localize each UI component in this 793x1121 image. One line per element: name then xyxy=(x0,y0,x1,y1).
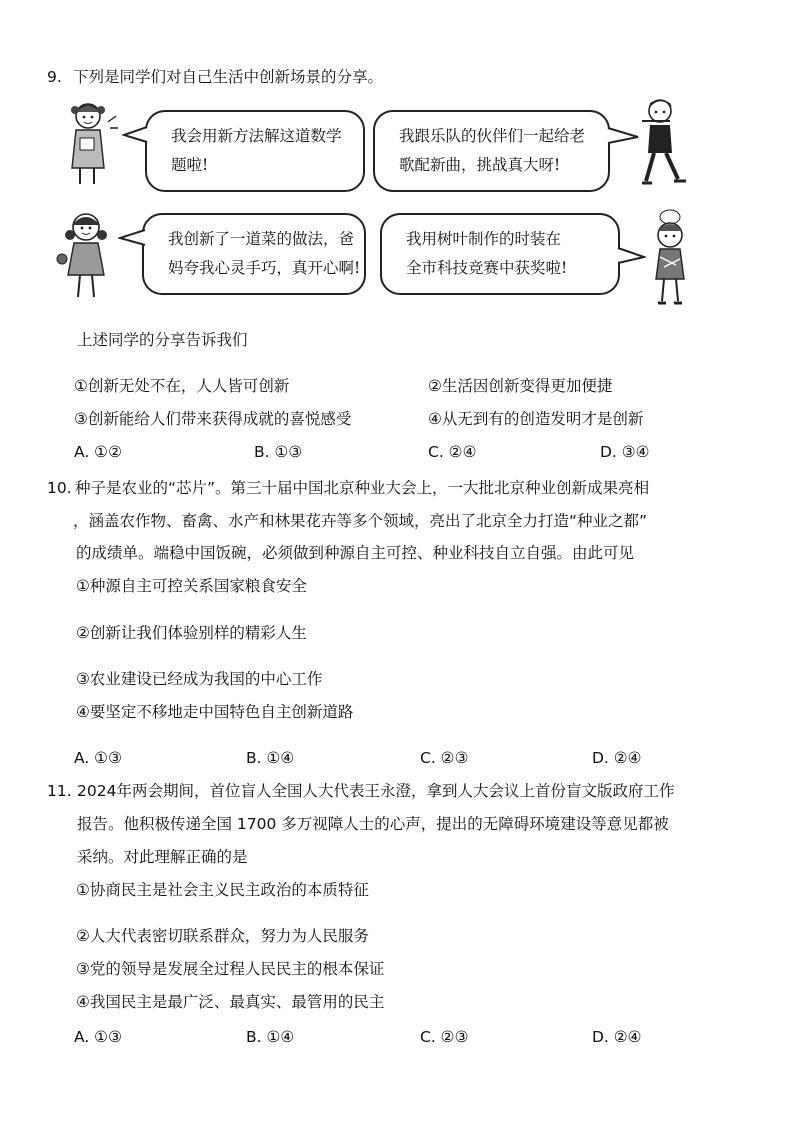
q11-statement-2: ②人大代表密切联系群众，努力为人民服务 xyxy=(76,927,369,945)
boy-playing-flute-illustration xyxy=(632,95,696,190)
q10-statement-4: ④要坚定不移地走中国特色自主创新道路 xyxy=(76,703,354,721)
bubble-3-tail xyxy=(118,228,146,248)
q11-option-a[interactable]: A. ①③ xyxy=(74,1028,122,1046)
bubble-4-line2: 全市科技竞赛中获奖啦! xyxy=(406,259,568,277)
bubble-2-line1: 我跟乐队的伙伴们一起给老 xyxy=(399,127,586,145)
q11-statement-3: ③党的领导是发展全过程人民民主的根本保证 xyxy=(76,960,385,978)
q11-stem-line2: 报告。他积极传递全国 1700 多万视障人士的心声，提出的无障碍环境建设等意见都被 xyxy=(77,815,669,833)
q9-lead: 上述同学的分享告诉我们 xyxy=(77,331,248,349)
q11-stem-line1: 2024年两会期间，首位盲人全国人大代表王永澄，拿到人大会议上首份盲文版政府工作 xyxy=(77,782,675,800)
q9-stem: 下列是同学们对自己生活中创新场景的分享。 xyxy=(73,68,384,86)
q10-statement-2: ②创新让我们体验别样的精彩人生 xyxy=(76,624,307,642)
q11-statement-1: ①协商民主是社会主义民主政治的本质特征 xyxy=(76,881,369,899)
q11-option-c[interactable]: C. ②③ xyxy=(420,1028,469,1046)
bubble-1-line1: 我会用新方法解这道数学 xyxy=(171,127,342,145)
q11-option-b[interactable]: B. ①④ xyxy=(246,1028,295,1046)
q11-statement-4: ④我国民主是最广泛、最真实、最管用的民主 xyxy=(76,993,385,1011)
bubble-3-line1: 我创新了一道菜的做法，爸 xyxy=(168,230,355,248)
bubble-1-line2: 题啦! xyxy=(171,156,209,174)
girl-in-leaf-dress-illustration xyxy=(640,205,698,309)
bubble-4-line1: 我用树叶制作的时装在 xyxy=(406,230,562,248)
q9-number: 9. xyxy=(47,68,62,86)
q11-option-d[interactable]: D. ②④ xyxy=(592,1028,642,1046)
speech-bubble-2 xyxy=(373,110,610,192)
speech-bubble-3 xyxy=(142,213,366,295)
q10-stem-line2: ，涵盖农作物、畜禽、水产和林果花卉等多个领域，亮出了北京全力打造“种业之都” xyxy=(73,512,648,530)
q10-option-c[interactable]: C. ②③ xyxy=(420,749,469,767)
q10-stem-line3: 的成绩单。端稳中国饭碗，必须做到种源自主可控、种业科技自立自强。由此可见 xyxy=(76,544,635,562)
q9-option-c[interactable]: C. ②④ xyxy=(428,443,477,461)
bubble-2-line2: 歌配新曲，挑战真大呀! xyxy=(399,156,561,174)
q10-option-d[interactable]: D. ②④ xyxy=(592,749,642,767)
q11-stem-line3: 采纳。对此理解正确的是 xyxy=(77,848,248,866)
bubble-1-tail xyxy=(122,125,148,145)
q9-option-d[interactable]: D. ③④ xyxy=(600,443,650,461)
speech-bubble-1 xyxy=(145,110,365,192)
q9-option-b[interactable]: B. ①③ xyxy=(254,443,303,461)
q10-statement-1: ①种源自主可控关系国家粮食安全 xyxy=(76,577,307,595)
q10-number: 10. xyxy=(47,479,72,497)
girl-cooking-illustration xyxy=(56,205,120,305)
q10-option-b[interactable]: B. ①④ xyxy=(246,749,295,767)
q10-statement-3: ③农业建设已经成为我国的中心工作 xyxy=(76,670,323,688)
q9-option-a[interactable]: A. ①② xyxy=(74,443,122,461)
girl-with-book-illustration xyxy=(66,98,122,190)
q11-number: 11. xyxy=(47,782,72,800)
q9-statement-3: ③创新能给人们带来获得成就的喜悦感受 xyxy=(74,410,352,428)
q10-stem-line1: 种子是农业的“芯片”。第三十届中国北京种业大会上，一大批北京种业创新成果亮相 xyxy=(75,479,650,497)
q9-statement-2: ②生活因创新变得更加便捷 xyxy=(428,377,613,395)
bubble-3-line2: 妈夸我心灵手巧，真开心啊! xyxy=(168,259,361,277)
q10-option-a[interactable]: A. ①③ xyxy=(74,749,122,767)
q9-statement-4: ④从无到有的创造发明才是创新 xyxy=(428,410,644,428)
speech-bubble-4 xyxy=(380,213,620,295)
q9-statement-1: ①创新无处不在，人人皆可创新 xyxy=(74,377,290,395)
